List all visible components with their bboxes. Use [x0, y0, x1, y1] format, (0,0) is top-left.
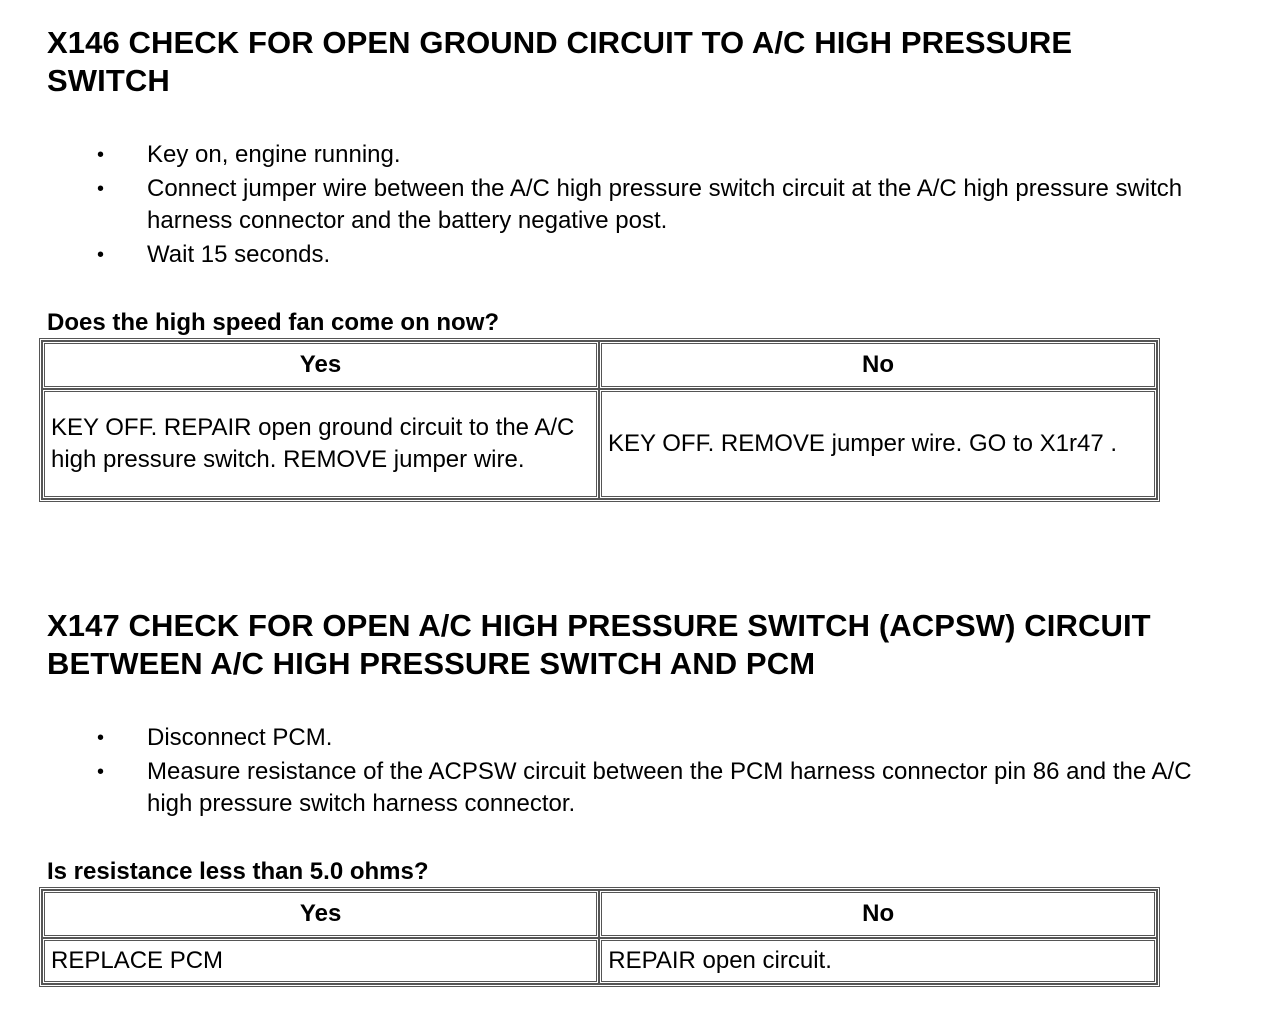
bullet-icon: •	[97, 761, 105, 783]
bullet-icon: •	[97, 144, 105, 166]
list-item	[47, 173, 1247, 237]
yes-answer-cell: REPLACE PCM	[42, 938, 599, 984]
list-item	[47, 239, 1247, 271]
step-x147-instructions	[47, 722, 1247, 820]
step-x146-heading: X146 CHECK FOR OPEN GROUND CIRCUIT TO A/C HIGH PRESSURE SWITCH	[47, 25, 1073, 98]
table-row	[42, 389, 1157, 499]
yes-column-header: Yes	[42, 341, 599, 389]
step-x146-answer-table	[39, 338, 1160, 502]
list-item	[47, 139, 1247, 171]
step-x147-section	[47, 607, 1247, 987]
step-text: Disconnect PCM.	[147, 724, 333, 751]
no-answer-cell: REPAIR open circuit.	[599, 938, 1157, 984]
step-text: Key on, engine running.	[147, 141, 401, 168]
bullet-icon: •	[97, 178, 105, 200]
step-x146-instructions	[47, 139, 1247, 271]
step-x147-question: Is resistance less than 5.0 ohms?	[47, 858, 429, 885]
yes-column-header: Yes	[42, 890, 599, 938]
list-item	[47, 756, 1247, 820]
no-column-header: No	[599, 341, 1157, 389]
step-x146-section	[47, 24, 1247, 502]
bullet-icon: •	[97, 727, 105, 749]
no-column-header: No	[599, 890, 1157, 938]
no-answer-cell: KEY OFF. REMOVE jumper wire. GO to X1r47 .	[599, 389, 1157, 499]
step-text: Wait 15 seconds.	[147, 241, 331, 268]
step-text: Measure resistance of the ACPSW circuit between the PCM harness connector pin 86 and the A/C high pressure switch harness connector.	[147, 758, 1192, 817]
table-header-row	[42, 341, 1157, 389]
step-x147-heading: X147 CHECK FOR OPEN A/C HIGH PRESSURE SWITCH (ACPSW) CIRCUIT BETWEEN A/C HIGH PRESSURE SWITCH AND PCM	[47, 608, 1151, 681]
table-header-row	[42, 890, 1157, 938]
step-x147-answer-table	[39, 887, 1160, 987]
list-item	[47, 722, 1247, 754]
table-row	[42, 938, 1157, 984]
bullet-icon: •	[97, 244, 105, 266]
yes-answer-cell: KEY OFF. REPAIR open ground circuit to the A/C high pressure switch. REMOVE jumper wire.	[42, 389, 599, 499]
step-text: Connect jumper wire between the A/C high pressure switch circuit at the A/C high pressure switch harness connector and the battery negative post.	[147, 175, 1183, 234]
step-x146-question: Does the high speed fan come on now?	[47, 309, 500, 336]
